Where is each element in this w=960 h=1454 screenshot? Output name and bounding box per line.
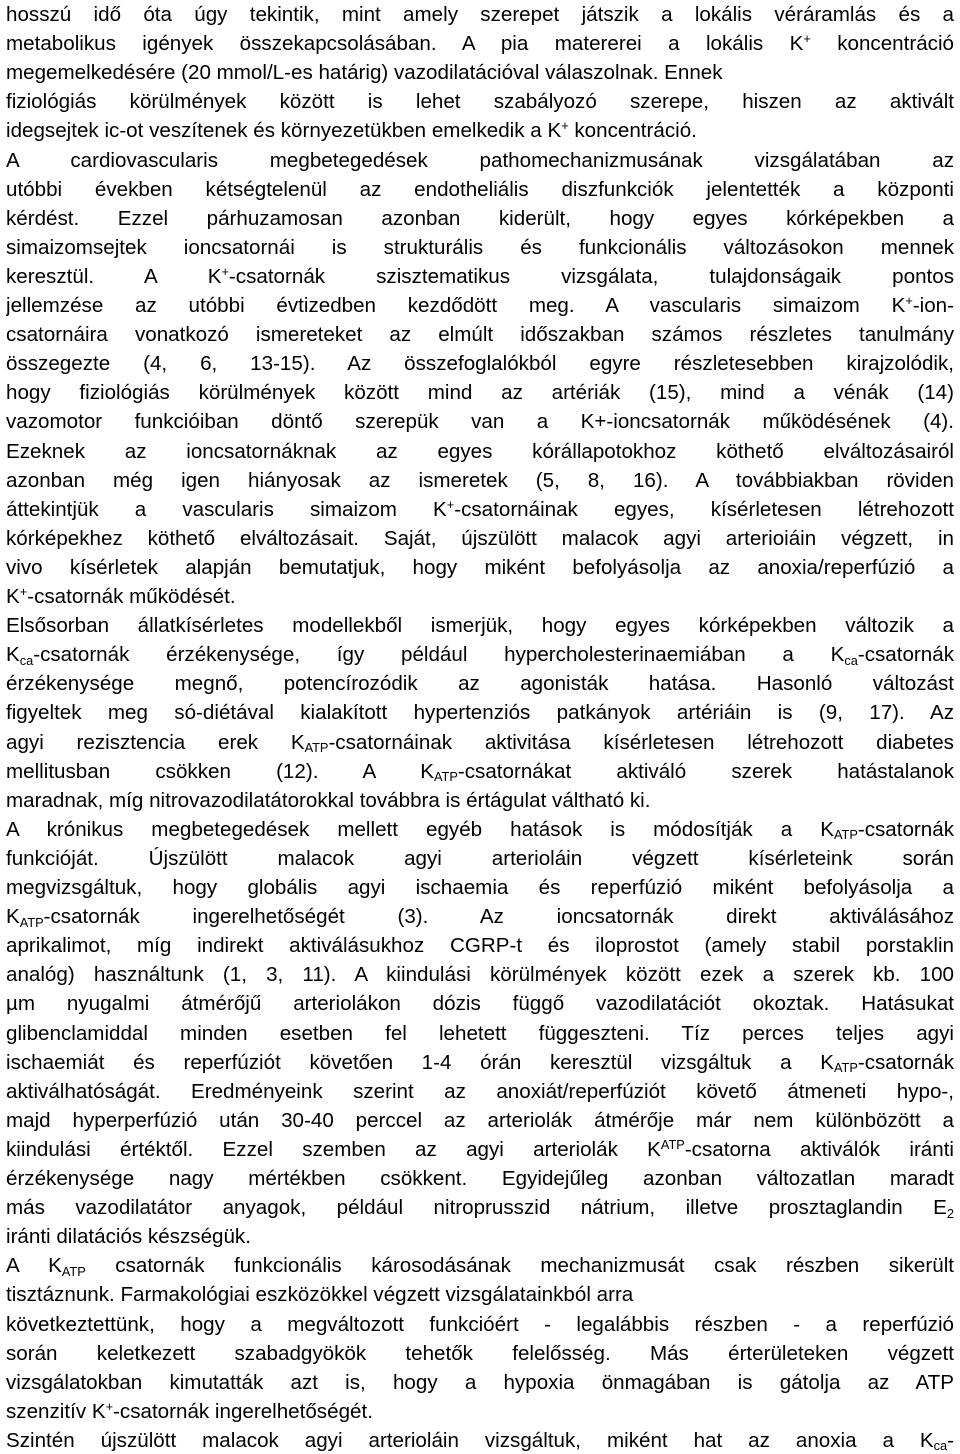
superscript: + [561, 118, 569, 134]
superscript: + [905, 292, 913, 308]
text-line [6, 1251, 954, 1280]
text-run: A cardiovascularis megbetegedések pathomechanizmusának vizsgálatában az [6, 148, 954, 172]
text-run: hosszú idő óta úgy tekintik, mint amely szerepet játszik a lokális véráramlás és a [6, 3, 954, 26]
text-run: -csatorna aktiválók iránti [684, 1137, 954, 1161]
text-line [6, 204, 954, 233]
text-run: áttekintjük a vascularis simaizom K [6, 497, 447, 521]
text-run: más vazodilatátor anyagok, például nitroprusszid nátrium, illetve prosztaglandin E [6, 1196, 947, 1220]
text-run: vivo kísérletek alapján bemutatjuk, hogy miként befolyásolja az anoxia/reperfúzió a [6, 555, 954, 579]
superscript: + [446, 496, 455, 512]
text-run: megemelkedésére (20 mmol/L-es határig) vazodilatációval válaszolnak. Ennek [6, 61, 723, 85]
text-run: során keletkezett szabadgyökök tehetők felelősség. Más érterületeken végzett [6, 1341, 954, 1365]
subscript: ATP [304, 740, 329, 756]
text-line [6, 87, 954, 116]
text-line [6, 1368, 954, 1397]
text-line [6, 698, 954, 727]
text-run: aktiválhatóságát. Eredményeink szerint az anoxiát/reperfúziót követő átmeneti hypo-, [6, 1079, 954, 1103]
superscript: + [19, 583, 28, 599]
text-line [6, 1048, 954, 1077]
text-run: - [947, 1428, 954, 1452]
text-line [6, 524, 954, 553]
text-run: K [6, 905, 20, 929]
superscript: + [221, 263, 229, 279]
text-line [6, 29, 954, 58]
text-run: Elsősorban állatkísérletes modellekből ismerjük, hogy egyes kórképekben változik a [6, 614, 954, 638]
subscript: ATP [833, 1060, 858, 1076]
subscript: ca [844, 652, 858, 668]
text-line [6, 1164, 954, 1193]
text-line [6, 233, 954, 262]
text-line [6, 611, 954, 640]
text-run: Ezeknek az ioncsatornáknak az egyes kórállapotokhoz köthető elváltozásairól [6, 439, 954, 463]
text-line [6, 669, 954, 698]
text-line [6, 146, 954, 175]
text-line [6, 582, 954, 611]
text-run: keresztül. A K [6, 264, 222, 288]
text-line [6, 1135, 954, 1164]
text-line [6, 116, 954, 145]
text-run: következtettünk, hogy a megváltozott funkcióért - legalábbis részben - a reperfúzió [6, 1312, 954, 1336]
text-run: szenzitív K [6, 1399, 106, 1423]
text-run: jellemzése az utóbbi évtizedben kezdődött meg. A vascularis simaizom K [6, 294, 906, 317]
text-run: azonban még igen hiányosak az ismeretek (5, 8, 16). A továbbiakban röviden [6, 468, 954, 492]
text-run: glibenclamiddal minden esetben fel lehetett függeszteni. Tíz perces teljes agyi [6, 1021, 954, 1045]
subscript: ca [933, 1438, 948, 1454]
text-run: koncentráció. [568, 119, 697, 143]
text-run: -csatornák szisztematikus vizsgálata, tulajdonságaik pontos [228, 264, 954, 288]
text-line [6, 844, 954, 873]
text-line [6, 902, 954, 931]
text-run: kiindulási értéktől. Ezzel szemben az agyi arteriolák K [6, 1137, 661, 1161]
text-line [6, 786, 954, 815]
text-line [6, 378, 954, 407]
text-line [6, 960, 954, 989]
text-run: -csatornák [857, 817, 954, 841]
text-line [6, 0, 954, 29]
text-run: érzékenysége megnő, potencírozódik az agonisták hatása. Hasonló változást [6, 672, 954, 696]
text-run: -ion- [912, 294, 954, 317]
text-run: A krónikus megbetegedések mellett egyéb hatások is módosítják a K [6, 817, 834, 841]
text-line [6, 1426, 954, 1454]
text-line [6, 437, 954, 466]
text-line [6, 989, 954, 1018]
text-line [6, 1339, 954, 1368]
text-run: hogy fiziológiás körülmények között mind az artériák (15), mind a vénák (14) [6, 381, 954, 405]
text-run: K [6, 585, 20, 608]
text-run: aprikalimot, míg indirekt aktiválásukhoz CGRP-t és iloprostot (amely stabil porstaklin [6, 934, 954, 958]
text-run: -csatornák [857, 643, 954, 667]
text-run: -csatornák érzékenysége, így például hypercholesterinaemiában a K [33, 643, 845, 667]
text-run: összegezte (4, 6, 13-15). Az összefoglalókból egyre részletesebben kirajzolódik, [6, 352, 954, 376]
text-run: figyeltek meg só-diétával kialakított hypertenziós patkányok artériáin is (9, 17). Az [6, 701, 954, 725]
text-run: tisztáznunk. Farmakológiai eszközökkel végzett vizsgálatainkból arra [6, 1283, 634, 1307]
text-line [6, 262, 954, 291]
text-run: iránti dilatációs készségük. [6, 1225, 251, 1249]
text-line [6, 931, 954, 960]
text-run: utóbbi években kétségtelenül az endotheliális diszfunkciók jelentették a központi [6, 177, 954, 201]
subscript: ATP [433, 769, 458, 785]
text-line [6, 1193, 954, 1222]
superscript: + [803, 31, 811, 47]
subscript: ATP [19, 914, 44, 930]
text-run: -csatornák ingerelhetőségét. [113, 1399, 373, 1423]
text-line [6, 815, 954, 844]
text-run: simaizomsejtek ioncsatornái is strukturális és funkcionális változásokon mennek [6, 235, 954, 259]
text-line [6, 320, 954, 349]
text-run: -csatornák [857, 1050, 954, 1074]
text-line [6, 1019, 954, 1048]
text-line [6, 407, 954, 436]
text-run: -csatornák működését. [27, 585, 236, 608]
text-run: csatornáira vonatkozó ismereteket az elmúlt időszakban számos részletes tanulmány [6, 323, 954, 347]
subscript: ATP [833, 827, 858, 843]
text-line [6, 495, 954, 524]
text-run: -csatornáinak aktivitása kísérletesen létrehozott diabetes [328, 730, 954, 754]
subscript: 2 [946, 1205, 954, 1221]
text-line [6, 1310, 954, 1339]
text-line [6, 640, 954, 669]
text-run: -csatornáinak egyes, kísérletesen létrehozott [454, 497, 954, 521]
text-run: vazomotor funkcióiban döntő szerepük van a K+-ioncsatornák működésének (4). [6, 410, 954, 434]
text-line [6, 466, 954, 495]
text-line [6, 873, 954, 902]
text-line [6, 553, 954, 582]
subscript: ATP [61, 1263, 86, 1279]
superscript: + [105, 1398, 114, 1414]
text-run: kórképekhez köthető elváltozásait. Saját, újszülött malacok agyi arterioiáin végzett, in [6, 526, 954, 550]
text-line [6, 1280, 954, 1309]
text-run: mellitusban csökken (12). A K [6, 759, 434, 783]
text-run: kérdést. Ezzel párhuzamosan azonban kiderült, hogy egyes kórképekben a [6, 206, 954, 230]
text-run: funkcióját. Újszülött malacok agyi arterioláin végzett kísérleteink során [6, 846, 954, 870]
text-line [6, 58, 954, 87]
text-run: -csatornák ingerelhetőségét (3). Az ioncsatornák direkt aktiválásához [43, 905, 954, 929]
text-line [6, 728, 954, 757]
text-run: maradnak, míg nitrovazodilatátorokkal továbbra is értágulat váltható ki. [6, 788, 651, 812]
text-line [6, 1222, 954, 1251]
text-run: érzékenysége nagy mértékben csökkent. Egyidejűleg azonban változatlan maradt [6, 1167, 954, 1190]
text-run: idegsejtek ic-ot veszítenek és környezetükben emelkedik a K [6, 119, 562, 143]
text-run: Szintén újszülött malacok agyi arterioláin vizsgáltuk, miként hat az anoxia a K [6, 1428, 934, 1452]
text-run: majd hyperperfúzió után 30-40 perccel az arteriolák átmérője már nem különbözött a [6, 1108, 954, 1132]
subscript: ca [19, 652, 34, 668]
text-run: megvizsgáltuk, hogy globális agyi ischaemia és reperfúzió miként befolyásolja a [6, 876, 954, 899]
text-line [6, 1077, 954, 1106]
text-line [6, 757, 954, 786]
text-run: metabolikus igények összekapcsolásában. A pia matererei a lokális K [6, 32, 804, 56]
text-line [6, 175, 954, 204]
text-run: agyi rezisztencia erek K [6, 730, 305, 754]
text-run: vizsgálatokban kimutatták azt is, hogy a hypoxia önmagában is gátolja az ATP [6, 1370, 954, 1394]
text-line [6, 349, 954, 378]
text-run: ischaemiát és reperfúziót követően 1-4 órán keresztül vizsgáltuk a K [6, 1050, 834, 1074]
text-run: csatornák funkcionális károsodásának mechanizmusát csak részben sikerült [85, 1254, 954, 1278]
text-run: koncentráció [810, 32, 954, 56]
text-line [6, 1397, 954, 1426]
text-line [6, 1106, 954, 1135]
text-run: K [6, 643, 20, 667]
superscript: ATP [660, 1136, 685, 1152]
text-run: -csatornákat aktiváló szerek hatástalanok [457, 759, 954, 783]
text-line [6, 291, 954, 320]
text-run: A K [6, 1254, 62, 1278]
text-run: analóg) használtunk (1, 3, 11). A kiindulási körülmények között ezek a szerek kb. 100 [6, 963, 954, 987]
text-run: µm nyugalmi átmérőjű arteriolákon dózis függő vazodilatációt okoztak. Hatásukat [6, 992, 954, 1016]
text-run: fiziológiás körülmények között is lehet szabályozó szerepe, hiszen az aktivált [6, 90, 954, 114]
